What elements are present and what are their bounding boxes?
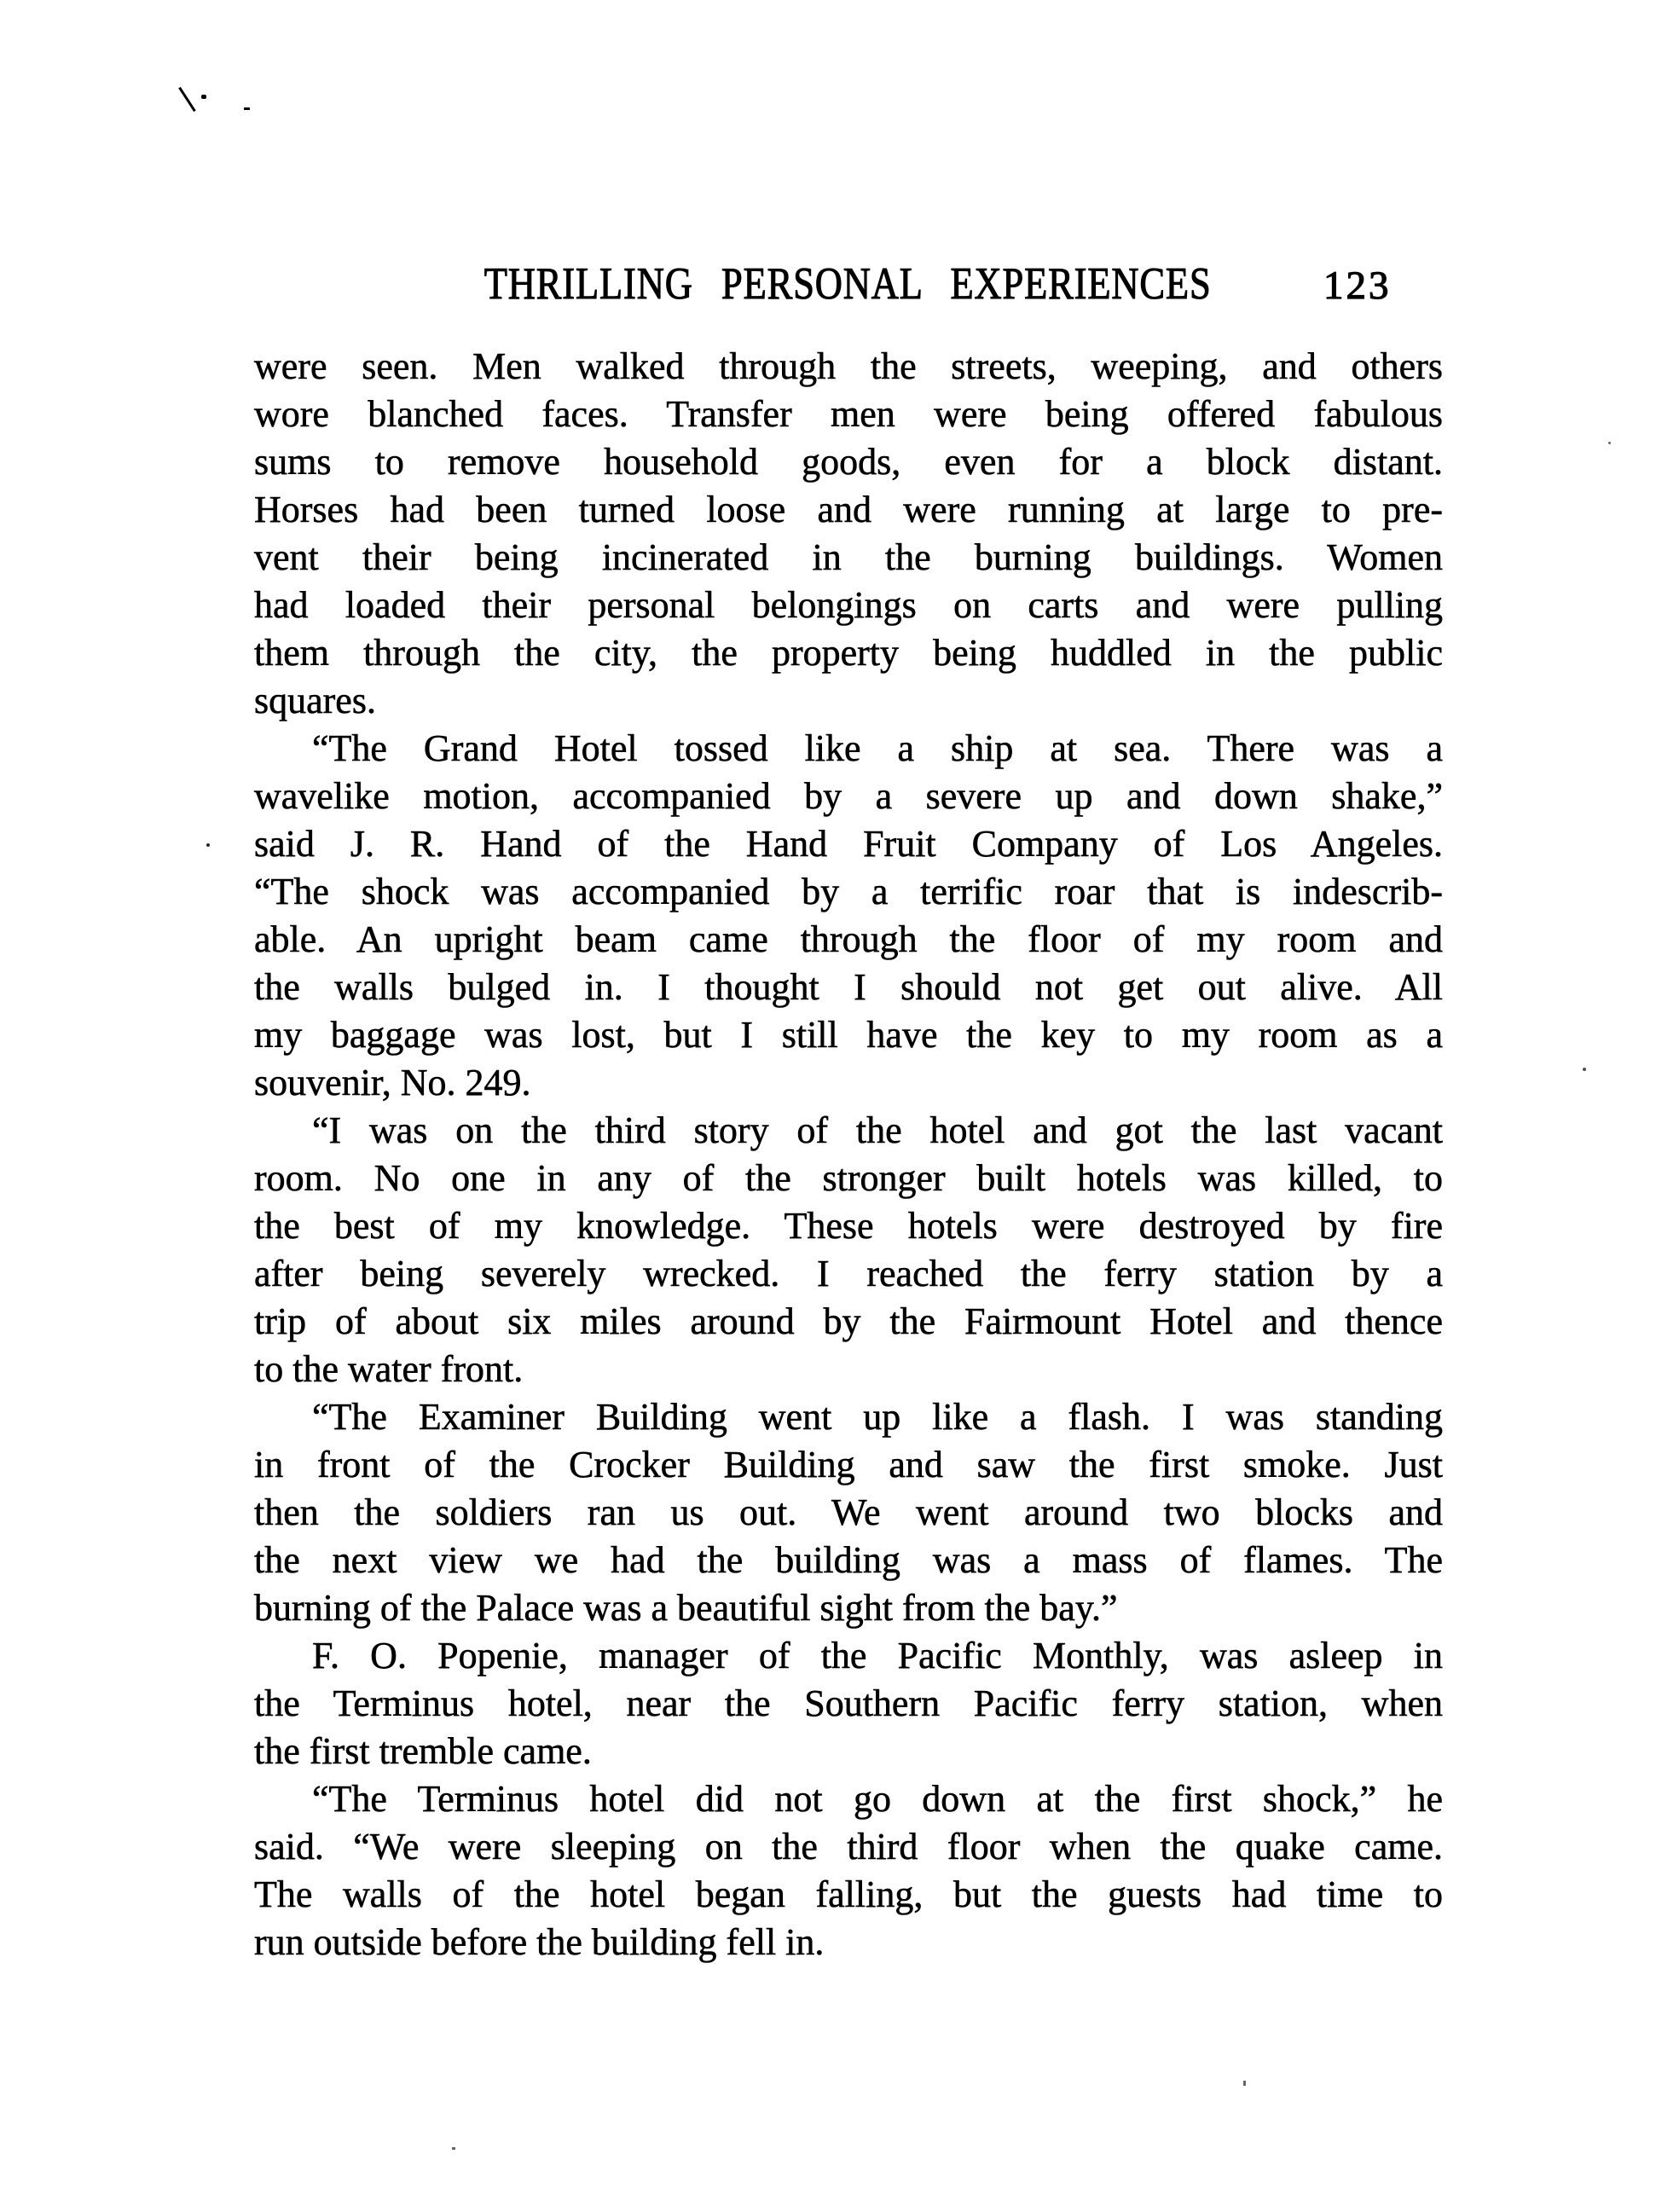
text-line: souvenir, No. 249. bbox=[254, 1062, 531, 1103]
text-line: “I was on the third story of the hotel and got the last vacant bbox=[312, 1109, 1443, 1151]
text-line: “The Examiner Building went up like a flash. I was standing bbox=[312, 1396, 1443, 1438]
text-line: after being severely wrecked. I reached the ferry station by a bbox=[254, 1253, 1443, 1294]
text-line: said J. R. Hand of the Hand Fruit Company of Los Angeles. bbox=[254, 823, 1443, 865]
text-line: sums to remove household goods, even for a block distant. bbox=[254, 441, 1443, 483]
text-line: were seen. Men walked through the streets, weeping, and others bbox=[254, 345, 1443, 387]
text-line: them through the city, the property being huddled in the public bbox=[254, 632, 1443, 674]
paragraph bbox=[254, 1632, 1443, 1775]
text-line: the walls bulged in. I thought I should not get out alive. All bbox=[254, 966, 1443, 1008]
scan-artifact-dot bbox=[1243, 2081, 1246, 2086]
text-line: had loaded their personal belongings on carts and were pulling bbox=[254, 584, 1443, 626]
text-line: room. No one in any of the stronger built hotels was killed, to bbox=[254, 1157, 1443, 1199]
text-line: burning of the Palace was a beautiful sight from the bay.” bbox=[254, 1587, 1118, 1629]
text-line: then the soldiers ran us out. We went around two blocks and bbox=[254, 1491, 1443, 1533]
scan-artifact-dot bbox=[201, 95, 206, 99]
text-line: Horses had been turned loose and were running at large to pre- bbox=[254, 489, 1443, 530]
text-line: the Terminus hotel, near the Southern Pacific ferry station, when bbox=[254, 1682, 1443, 1724]
text-line: in front of the Crocker Building and saw the first smoke. Just bbox=[254, 1444, 1443, 1485]
text-line: my baggage was lost, but I still have the key to my room as a bbox=[254, 1014, 1443, 1056]
text-line: said. “We were sleeping on the third floor when the quake came. bbox=[254, 1826, 1443, 1867]
text-line: to the water front. bbox=[254, 1348, 524, 1390]
paragraph bbox=[254, 343, 1443, 725]
text-line: run outside before the building fell in. bbox=[254, 1921, 825, 1963]
scan-artifact-dot bbox=[206, 843, 210, 847]
scan-artifact-pen-stroke bbox=[178, 87, 195, 112]
scan-artifact-dot bbox=[1608, 442, 1611, 444]
scan-artifact-dash bbox=[244, 107, 250, 110]
text-line: “The shock was accompanied by a terrific roar that is indescrib- bbox=[254, 871, 1443, 912]
text-line: “The Grand Hotel tossed like a ship at sea. There was a bbox=[312, 727, 1443, 769]
text-line: squares. bbox=[254, 680, 376, 721]
text-line: able. An upright beam came through the floor of my room and bbox=[254, 918, 1443, 960]
text-line: vent their being incinerated in the burning buildings. Women bbox=[254, 536, 1443, 578]
text-line: the best of my knowledge. These hotels were destroyed by fire bbox=[254, 1205, 1443, 1247]
paragraph bbox=[254, 1393, 1443, 1632]
page-number: 123 bbox=[1323, 263, 1392, 308]
paragraph bbox=[254, 725, 1443, 1107]
paragraph bbox=[254, 1107, 1443, 1393]
text-line: trip of about six miles around by the Fairmount Hotel and thence bbox=[254, 1300, 1443, 1342]
text-line: The walls of the hotel began falling, but the guests had time to bbox=[254, 1873, 1443, 1915]
scan-artifact-dot bbox=[1583, 1068, 1586, 1071]
running-head bbox=[0, 258, 1656, 310]
scan-artifact-dot bbox=[452, 2147, 455, 2150]
paragraph bbox=[254, 1775, 1443, 1966]
text-line: “The Terminus hotel did not go down at the first shock,” he bbox=[312, 1778, 1443, 1820]
text-line: wore blanched faces. Transfer men were being offered fabulous bbox=[254, 393, 1443, 435]
text-line: the next view we had the building was a mass of flames. The bbox=[254, 1539, 1443, 1581]
page-title: THRILLING PERSONAL EXPERIENCES bbox=[484, 259, 1212, 309]
text-line: F. O. Popenie, manager of the Pacific Monthly, was asleep in bbox=[312, 1635, 1443, 1676]
page-body bbox=[254, 343, 1443, 1966]
text-line: the first tremble came. bbox=[254, 1730, 592, 1772]
text-line: wavelike motion, accompanied by a severe up and down shake,” bbox=[254, 775, 1443, 817]
